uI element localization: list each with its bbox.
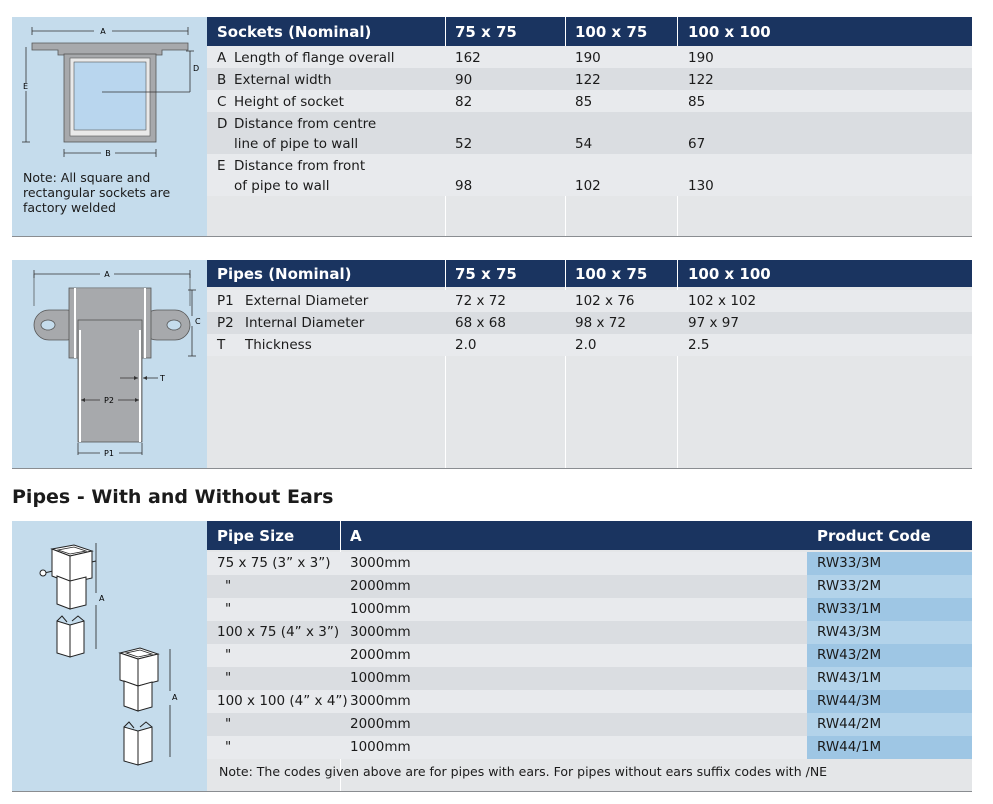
dim-p2-label: P2	[104, 396, 114, 405]
socket-note: Note: All square and rectangular sockets are factory welded	[23, 170, 171, 215]
header-pipes: Pipes (Nominal)	[217, 265, 352, 283]
table-row: 100 x 75 (4” x 3”) 3000mm RW43/3M	[207, 621, 972, 644]
dim-b-label: B	[105, 149, 111, 158]
ears-table	[207, 521, 972, 791]
table-row: P2 Internal Diameter 68 x 68 98 x 72 97 x 97	[207, 312, 972, 334]
pipes-table	[207, 260, 972, 468]
dim-c-label: C	[195, 317, 201, 326]
sockets-table-header	[207, 17, 972, 46]
dim-a1-label: A	[99, 594, 105, 603]
header-product-code: Product Code	[817, 527, 931, 545]
pipes-section	[12, 260, 972, 469]
table-row: T Thickness 2.0 2.0 2.5	[207, 334, 972, 356]
table-row: D Distance from centre line of pipe to wall 52 54 67	[207, 112, 972, 154]
pipe-drawing	[12, 260, 207, 468]
dim-t-label: T	[160, 374, 165, 383]
dim-a-label: A	[104, 270, 110, 279]
table-row: 75 x 75 (3” x 3”) 3000mm RW33/3M	[207, 552, 972, 575]
pipes-table-header	[207, 260, 972, 287]
dim-p1-label: P1	[104, 449, 114, 458]
header-75x75: 75 x 75	[455, 265, 517, 283]
section-title: Pipes - With and Without Ears	[12, 486, 334, 508]
header-pipe-size: Pipe Size	[217, 527, 295, 545]
ears-note: Note: The codes given above are for pipes with ears. For pipes without ears suffix codes with /NE	[219, 764, 828, 779]
table-row: " 1000mm RW43/1M	[207, 667, 972, 690]
table-row: P1 External Diameter 72 x 72 102 x 76 102 x 102	[207, 290, 972, 312]
dim-d-label: D	[193, 64, 200, 73]
dim-e-label: E	[23, 82, 29, 91]
table-row: E Distance from front of pipe to wall 98 102 130	[207, 154, 972, 196]
ears-diagram	[12, 521, 207, 791]
table-row: " 1000mm RW44/1M	[207, 736, 972, 759]
header-100x75: 100 x 75	[575, 23, 648, 41]
table-row: A Length of flange overall 162 190 190	[207, 46, 972, 68]
table-row: " 2000mm RW33/2M	[207, 575, 972, 598]
header-75x75: 75 x 75	[455, 23, 517, 41]
table-row: B External width 90 122 122	[207, 68, 972, 90]
ears-table-header	[207, 521, 972, 550]
pipe-diagram	[12, 260, 207, 468]
header-100x100: 100 x 100	[688, 23, 771, 41]
table-row: " 2000mm RW44/2M	[207, 713, 972, 736]
table-row: C Height of socket 82 85 85	[207, 90, 972, 112]
pipes-with-ears-drawing	[12, 521, 207, 791]
header-a: A	[350, 527, 362, 545]
dim-a2-label: A	[172, 693, 178, 702]
header-100x100: 100 x 100	[688, 265, 771, 283]
dim-a-label: A	[100, 27, 106, 36]
ears-section	[12, 521, 972, 792]
sockets-section	[12, 17, 972, 237]
table-row: 100 x 100 (4” x 4”) 3000mm RW44/3M	[207, 690, 972, 713]
header-100x75: 100 x 75	[575, 265, 648, 283]
socket-diagram	[12, 17, 207, 236]
sockets-table	[207, 17, 972, 236]
table-row: " 1000mm RW33/1M	[207, 598, 972, 621]
table-row: " 2000mm RW43/2M	[207, 644, 972, 667]
header-sockets: Sockets (Nominal)	[217, 23, 372, 41]
